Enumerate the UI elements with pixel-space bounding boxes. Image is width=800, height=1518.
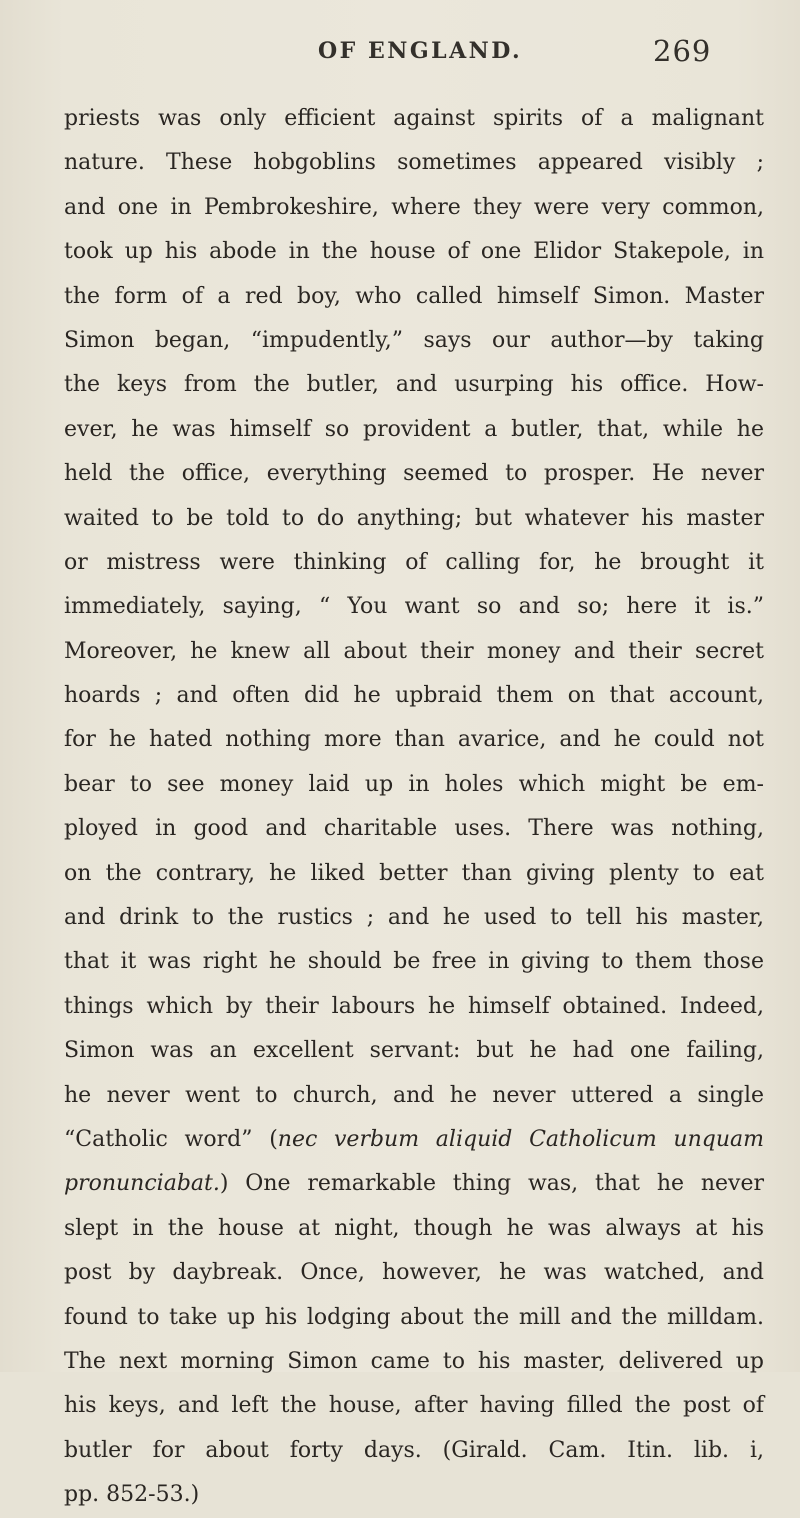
text-line: Moreover, he knew all about their money and their secret [64,638,764,664]
text-line: took up his abode in the house of one Elidor Stakepole, in [64,239,764,265]
text-line: slept in the house at night, though he was always at his [64,1215,764,1241]
text-line: pp. 852-53.) [64,1482,200,1508]
text-line: that it was right he should be free in giving to them those [64,949,764,975]
text-line: the keys from the butler, and usurping his office. How- [64,372,764,398]
text-line: Simon began, “impudently,” says our author—by taking [64,327,764,353]
text-line: things which by their labours he himself obtained. Indeed, [64,993,764,1019]
text-line: found to take up his lodging about the mill and the milldam. [64,1304,764,1330]
text-line: butler for about forty days. (Girald. Cam. Itin. lib. i, [64,1437,764,1463]
text-line: hoards ; and often did he upbraid them on that account, [64,683,764,709]
text-line: “Catholic word” (nec verbum aliquid Catholicum unquam [64,1126,764,1152]
text-line: nature. These hobgoblins sometimes appeared visibly ; [64,150,764,176]
text-line: and one in Pembrokeshire, where they were very common, [64,194,764,220]
text-line: post by daybreak. Once, however, he was watched, and [64,1260,764,1286]
latin-quote: pronunciabat. [64,1171,220,1197]
text-line: ployed in good and charitable uses. There was nothing, [64,816,764,842]
page-header [0,34,800,78]
latin-quote: nec verbum aliquid Catholicum unquam [277,1126,764,1152]
text-line: The next morning Simon came to his master, delivered up [64,1348,764,1374]
text-line: ever, he was himself so provident a butler, that, while he [64,416,764,442]
text-line: immediately, saying, “ You want so and so; here it is.” [64,594,764,620]
text-line: pronunciabat.) One remarkable thing was, that he never [64,1171,764,1197]
text-line: on the contrary, he liked better than giving plenty to eat [64,860,764,886]
text-line: waited to be told to do anything; but whatever his master [64,505,764,531]
text-line: his keys, and left the house, after having filled the post of [64,1393,764,1419]
text-line: he never went to church, and he never uttered a single [64,1082,764,1108]
text-line: priests was only efficient against spirits of a malignant [64,106,764,131]
text-line: and drink to the rustics ; and he used to tell his master, [64,905,764,931]
text-line: held the office, everything seemed to prosper. He never [64,461,764,487]
text-line: or mistress were thinking of calling for, he brought it [64,549,764,575]
text-line: Simon was an excellent servant: but he had one failing, [64,1038,764,1064]
body-text [64,97,764,1518]
text-line: bear to see money laid up in holes which might be em- [64,771,764,797]
text-line: for he hated nothing more than avarice, and he could not [64,727,764,753]
page-number: 269 [653,34,712,68]
running-head: OF ENGLAND. [318,38,523,64]
text-line: the form of a red boy, who called himself Simon. Master [64,283,764,309]
